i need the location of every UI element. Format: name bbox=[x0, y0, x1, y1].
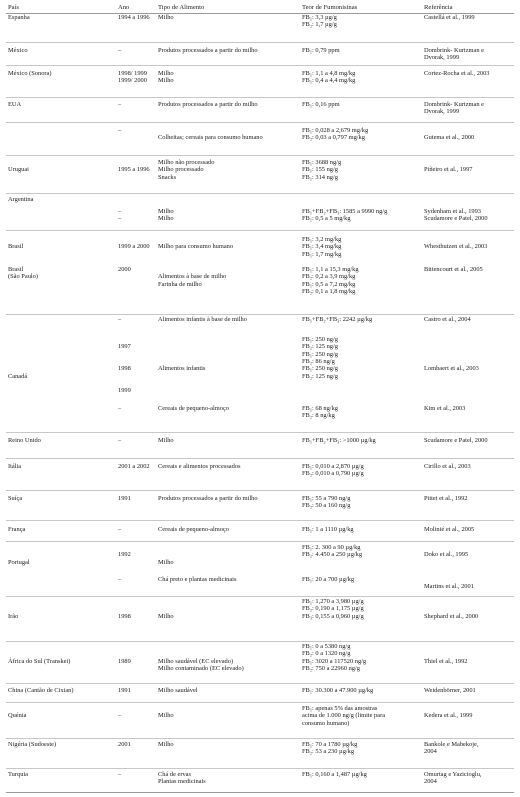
cell-pais: Portugal bbox=[8, 558, 30, 566]
cell-tipo: Milho bbox=[158, 215, 174, 223]
cell-ano: 1998 bbox=[118, 612, 131, 620]
cell-referencia: Sydenham et al., 1993 bbox=[424, 208, 481, 215]
row-divider bbox=[6, 541, 514, 542]
cell-teor: FB₁+FB₂+FB₃: 2242 µg/kg bbox=[302, 316, 373, 323]
header-teor: Teor de Fumonisinas bbox=[302, 4, 358, 11]
cell-ano: – bbox=[118, 208, 122, 215]
row-divider bbox=[6, 458, 514, 459]
cell-tipo: Produtos processados a partir do milho bbox=[158, 495, 258, 502]
cell-teor: FB₂: 0 a 1320 ng/g bbox=[302, 650, 351, 658]
cell-pais: Canadá bbox=[8, 372, 28, 380]
cell-tipo: Alimentos à base de milho bbox=[158, 273, 227, 281]
cell-tipo: Produtos processados a partir do milho bbox=[158, 101, 258, 108]
cell-teor: FB₂: 750 a 22960 ng/g bbox=[302, 664, 360, 672]
cell-teor: FB₁: 1,1 a 4,8 mg/kg bbox=[302, 70, 356, 77]
cell-tipo: Produtos processados a partir do milho bbox=[158, 47, 258, 54]
cell-referencia: Cirillo et al., 2003 bbox=[424, 463, 471, 470]
cell-referencia: Cortez-Rocha et al., 2003 bbox=[424, 70, 490, 77]
cell-referencia: Omurtag e Yazicioglu, bbox=[424, 771, 482, 778]
cell-teor: FB₁: 2. 300 a 90 µg/kg bbox=[302, 544, 361, 551]
cell-teor: FB₁: 250 ng/g bbox=[302, 350, 338, 358]
cell-teor: FB₁+FB₂+FB₃: >1000 µg/kg bbox=[302, 437, 376, 444]
cell-tipo: Milho saudável (EC elevado) bbox=[158, 657, 234, 665]
cell-teor: FB₁: 155 ng/g bbox=[302, 166, 338, 174]
cell-teor: FB₁: 1 a 1110 µg/kg bbox=[302, 526, 354, 533]
row-divider bbox=[6, 738, 514, 739]
cell-referencia: Dombrink- Kurtzman e bbox=[424, 47, 484, 54]
cell-ano: 1992 bbox=[118, 551, 131, 559]
cell-teor: FB₂: 4.450 a 250 µg/kg bbox=[302, 551, 363, 559]
cell-tipo: Snacks bbox=[158, 173, 177, 181]
row-divider bbox=[6, 596, 514, 597]
cell-teor: FB₂: 0,1 a 1,8 mg/kg bbox=[302, 287, 356, 295]
cell-ano: 2001 a 2002 bbox=[118, 463, 150, 470]
row-divider bbox=[6, 768, 514, 769]
cell-tipo: Alimentos infantis bbox=[158, 365, 206, 373]
cell-pais: Quénia bbox=[8, 712, 27, 720]
cell-teor: FB₂: 0,03 a 0,797 mg/kg bbox=[302, 134, 365, 142]
cell-referencia: Kedera et al., 1999 bbox=[424, 712, 473, 720]
header-referencia: Referência bbox=[424, 4, 453, 11]
cell-ano: – bbox=[118, 47, 122, 54]
cell-teor: FB₁: 0 a 5380 ng/g bbox=[302, 643, 351, 650]
cell-pais: Nigéria (Sudoeste) bbox=[8, 741, 57, 748]
cell-teor: FB₁: 250 ng/g bbox=[302, 365, 338, 373]
cell-ano: 2001 bbox=[118, 741, 131, 748]
cell-referencia: 2004 bbox=[424, 778, 437, 786]
cell-tipo: Plantas medicinais bbox=[158, 778, 206, 786]
row-divider bbox=[6, 314, 514, 315]
cell-pais: Itália bbox=[8, 463, 22, 470]
cell-tipo: Milho bbox=[158, 612, 174, 620]
cell-referencia: Pittet et al., 1992 bbox=[424, 495, 468, 502]
cell-tipo: Milho saudável bbox=[158, 687, 198, 694]
cell-ano: – bbox=[118, 405, 122, 412]
cell-pais: Brasil bbox=[8, 243, 24, 251]
header-tipo: Tipo de Alimento bbox=[158, 4, 205, 11]
cell-teor: FB₁: 3688 ng/g bbox=[302, 159, 342, 166]
cell-ano: 1989 bbox=[118, 657, 131, 665]
cell-teor: FB₂: 1,7 µg/g bbox=[302, 21, 337, 29]
cell-tipo: Milho para consumo humano bbox=[158, 243, 234, 251]
cell-ano: 1999/ 2000 bbox=[118, 77, 147, 85]
row-divider bbox=[6, 65, 514, 66]
cell-teor: FB₁: 0,4 a 4,4 mg/kg bbox=[302, 77, 356, 85]
cell-ano: – bbox=[118, 576, 122, 583]
cell-ano: 1991 bbox=[118, 495, 131, 502]
cell-teor: FB₂: 50 a 160 ng/g bbox=[302, 502, 351, 510]
cell-teor: FB₂: 53 a 230 µg/kg bbox=[302, 748, 355, 756]
cell-referencia: Shephard et al., 2000 bbox=[424, 612, 479, 620]
cell-teor: FB₁: apenas 5% das amostras bbox=[302, 705, 378, 712]
cell-teor: FB₁: 55 a 790 ng/g bbox=[302, 495, 351, 502]
cell-teor: FB₂: 0,010 a 0,790 µg/g bbox=[302, 470, 364, 478]
cell-ano: 1998 bbox=[118, 365, 131, 373]
cell-teor: FB₁: 1,7 mg/kg bbox=[302, 250, 342, 258]
cell-teor: FB₂: 125 ng/g bbox=[302, 372, 338, 380]
cell-teor: FB₁: 68 ng/kg bbox=[302, 405, 338, 412]
cell-pais: África do Sul (Transkei) bbox=[8, 657, 71, 665]
cell-tipo: Cereais de pequeno-almoço bbox=[158, 526, 229, 533]
cell-ano: – bbox=[118, 712, 122, 720]
cell-pais: Turquia bbox=[8, 771, 29, 778]
cell-teor: FB₁: 30.300 a 47.900 µg/kg bbox=[302, 687, 374, 694]
cell-tipo: Milho bbox=[158, 712, 174, 720]
cell-referencia: Thiel et al., 1992 bbox=[424, 657, 468, 665]
cell-ano: 1998/ 1999 bbox=[118, 70, 147, 77]
cell-teor: FB₁: 20 a 700 µg/kg bbox=[302, 576, 355, 583]
cell-referencia: Weidenbörner, 2001 bbox=[424, 687, 476, 694]
cell-teor: FB₁: 3,3 µg/g bbox=[302, 14, 337, 21]
row-divider bbox=[6, 432, 514, 433]
cell-tipo: Chá preto e plantas medicinais bbox=[158, 576, 237, 583]
row-divider bbox=[6, 155, 514, 156]
cell-referencia: Scudamore e Patel, 2000 bbox=[424, 437, 488, 444]
cell-referencia: Dvorak, 1999 bbox=[424, 54, 460, 62]
cell-tipo: Milho bbox=[158, 437, 174, 444]
cell-tipo: Milho não processado bbox=[158, 159, 215, 166]
cell-pais: Brasil bbox=[8, 266, 24, 273]
cell-teor: FB₁: 3,4 mg/kg bbox=[302, 243, 342, 251]
cell-tipo: Milho bbox=[158, 558, 174, 566]
cell-tipo: Milho bbox=[158, 77, 174, 85]
cell-ano: – bbox=[118, 526, 122, 533]
cell-tipo: Colheitas; cereais para consumo humano bbox=[158, 134, 263, 142]
cell-referencia: Lombaert et al., 2003 bbox=[424, 365, 479, 373]
header-ano: Ano bbox=[118, 4, 130, 11]
cell-referencia: Gutema et al., 2000 bbox=[424, 134, 475, 142]
cell-ano: 2000 bbox=[118, 266, 131, 273]
row-divider bbox=[6, 122, 514, 123]
cell-ano: 1997 bbox=[118, 343, 131, 351]
cell-referencia: Dvorak, 1999 bbox=[424, 108, 460, 116]
cell-tipo: Milho processado bbox=[158, 166, 204, 174]
cell-ano: – bbox=[118, 127, 122, 134]
cell-teor: FB₁: 0,16 ppm bbox=[302, 101, 340, 108]
row-divider bbox=[6, 641, 514, 642]
cell-ano: 1999 a 2000 bbox=[118, 243, 150, 251]
cell-referencia: Doko et al., 1995 bbox=[424, 551, 469, 559]
cell-teor: FB₂: 0,190 a 1,175 µg/g bbox=[302, 605, 364, 613]
cell-teor: FB₁: 3,2 mg/kg bbox=[302, 236, 342, 243]
cell-ano: 1994 a 1996 bbox=[118, 14, 150, 21]
cell-teor: FB₁: 314 ng/g bbox=[302, 173, 338, 181]
cell-teor: FB₂: 125 ng/g bbox=[302, 343, 338, 351]
cell-referencia: Kim et al., 2003 bbox=[424, 405, 466, 412]
cell-tipo: Chá de ervas bbox=[158, 771, 192, 778]
cell-pais: Uruguai bbox=[8, 166, 29, 174]
row-divider bbox=[6, 193, 514, 194]
row-divider bbox=[6, 230, 514, 231]
cell-tipo: Cereais e alimentos processados bbox=[158, 463, 241, 470]
row-divider bbox=[6, 683, 514, 684]
cell-teor: FB₁: 0,79 ppm bbox=[302, 47, 340, 54]
cell-teor: FB₁+FB₂+FB₃: 1585 a 9990 ng/g bbox=[302, 208, 388, 215]
cell-teor: FB₁: 0,5 a 5 mg/kg bbox=[302, 215, 351, 223]
cell-pais: México bbox=[8, 47, 28, 54]
cell-pais: Reino Unido bbox=[8, 437, 41, 444]
cell-pais: EUA bbox=[8, 101, 22, 108]
cell-ano: – bbox=[118, 771, 122, 778]
cell-ano: – bbox=[118, 101, 122, 108]
cell-ano: 1991 bbox=[118, 687, 131, 694]
cell-teor: consumo humano) bbox=[302, 719, 350, 727]
header-pais: País bbox=[8, 4, 19, 11]
cell-pais: Suíça bbox=[8, 495, 23, 502]
cell-ano: – bbox=[118, 215, 122, 223]
cell-tipo: Milho bbox=[158, 14, 174, 21]
cell-pais: México (Sonora) bbox=[8, 70, 52, 77]
cell-pais: Espanha bbox=[8, 14, 30, 21]
cell-teor: FB₁: 70 a 1780 µg/kg bbox=[302, 741, 358, 748]
cell-teor: FB₁: 0,5 a 7,2 mg/kg bbox=[302, 280, 356, 288]
cell-pais: Argentina bbox=[8, 196, 34, 203]
cell-pais: Irão bbox=[8, 612, 19, 620]
cell-referencia: Castellá et al., 1999 bbox=[424, 14, 475, 21]
cell-referencia: Molinié et al., 2005 bbox=[424, 526, 475, 533]
cell-tipo: Alimentos infantis à base de milho bbox=[158, 316, 247, 323]
cell-teor: FB₁: 3020 a 117520 ng/g bbox=[302, 657, 367, 665]
cell-pais: (São Paulo) bbox=[8, 273, 38, 281]
cell-referencia: Whesthuizen et al., 2003 bbox=[424, 243, 488, 251]
row-divider bbox=[6, 42, 514, 43]
cell-referencia: 2004 bbox=[424, 748, 437, 756]
cell-referencia: Dombrink- Kurtzman e bbox=[424, 101, 484, 108]
cell-teor: FB₁: 0,010 a 2,870 µg/g bbox=[302, 463, 364, 470]
cell-teor: FB₁: 1,1 a 15,3 mg/kg bbox=[302, 266, 359, 273]
row-divider bbox=[6, 97, 514, 98]
cell-teor: FB₁: 250 ng/g bbox=[302, 336, 338, 343]
cell-ano: – bbox=[118, 316, 122, 323]
row-divider bbox=[6, 702, 514, 703]
cell-tipo: Milho bbox=[158, 70, 174, 77]
cell-referencia: Martins et al., 2001 bbox=[424, 583, 474, 591]
cell-pais: China (Cantão de Cixian) bbox=[8, 687, 74, 694]
cell-referencia: Bittencourt et al., 2005 bbox=[424, 266, 483, 273]
cell-teor: acima de 1.000 ng/g (limite para bbox=[302, 712, 386, 720]
cell-ano: 1999 bbox=[118, 387, 131, 395]
cell-tipo: Milho bbox=[158, 741, 174, 748]
cell-teor: FB₂: 86 ng/g bbox=[302, 357, 335, 365]
cell-tipo: Farinha de milho bbox=[158, 280, 202, 288]
cell-referencia: Piñeiro et al., 1997 bbox=[424, 166, 473, 174]
row-divider bbox=[6, 490, 514, 491]
cell-ano: 1995 a 1996 bbox=[118, 166, 150, 174]
cell-teor: FB₁: 0,028 a 2,679 mg/kg bbox=[302, 127, 369, 134]
cell-tipo: Milho contaminado (EC elevado) bbox=[158, 664, 244, 672]
cell-referencia: Bankole e Mabekoje, bbox=[424, 741, 479, 748]
table-bottom-rule bbox=[6, 792, 514, 793]
cell-teor: FB₁: 0,160 a 1,487 µg/kg bbox=[302, 771, 367, 778]
cell-teor: FB₂: 0,2 a 3,9 mg/kg bbox=[302, 273, 356, 281]
cell-pais: França bbox=[8, 526, 26, 533]
cell-ano: – bbox=[118, 437, 122, 444]
cell-referencia: Scudamore e Patel, 2000 bbox=[424, 215, 488, 223]
cell-referencia: Castro et al., 2004 bbox=[424, 316, 471, 323]
row-divider bbox=[6, 520, 514, 521]
cell-tipo: Cereais de pequeno-almoço bbox=[158, 405, 229, 412]
cell-teor: FB₃: 0,155 a 0,960 µg/g bbox=[302, 612, 364, 620]
cell-teor: FB₁: 1,270 a 3,980 µg/g bbox=[302, 598, 364, 605]
cell-tipo: Milho bbox=[158, 208, 174, 215]
cell-teor: FB₂: 8 ng/kg bbox=[302, 412, 335, 420]
